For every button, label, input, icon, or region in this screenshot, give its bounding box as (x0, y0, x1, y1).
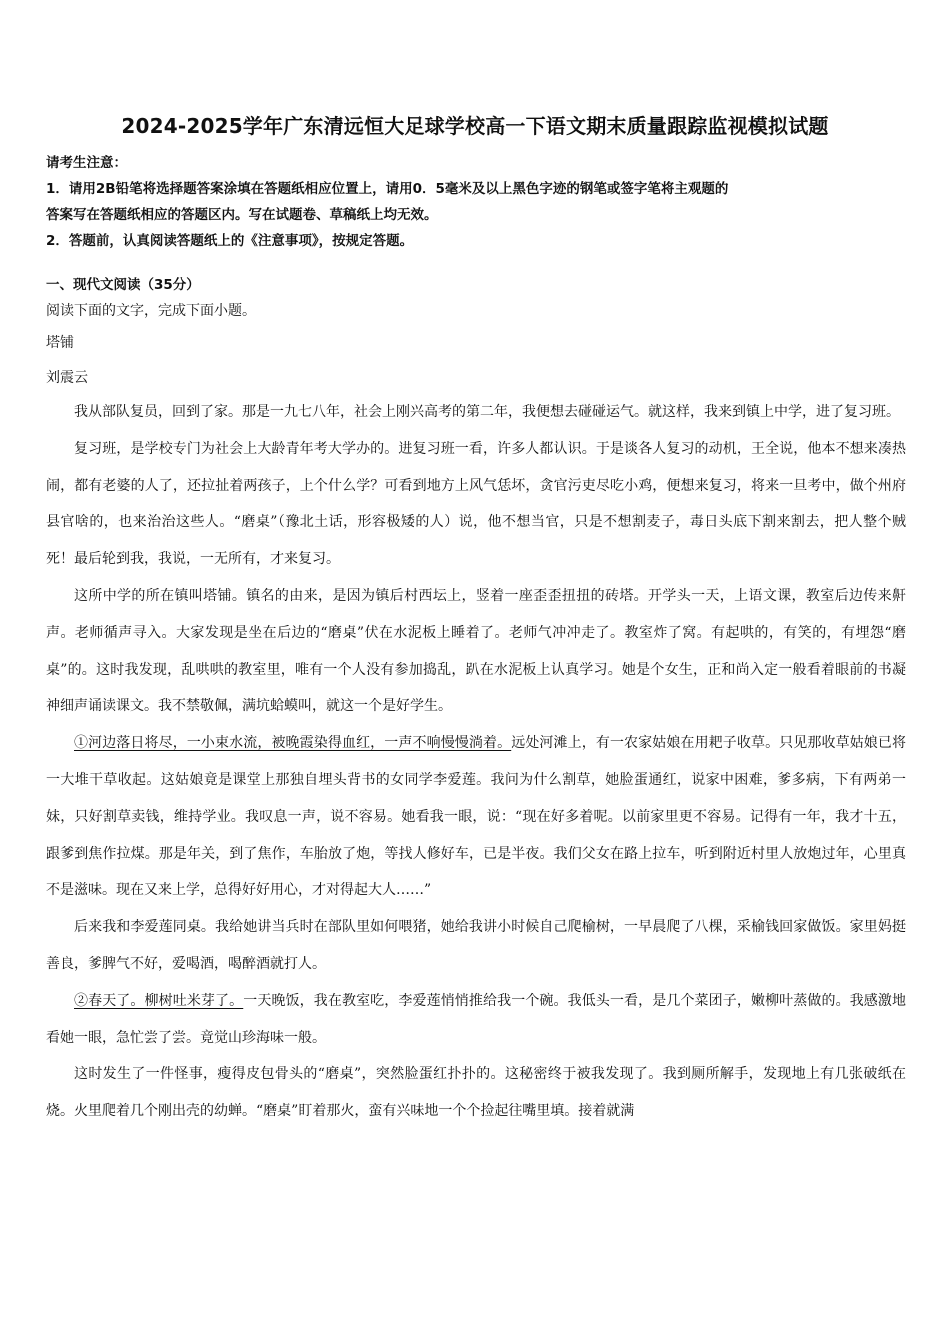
paragraph-6-text: 一天晚饭，我在教室吃，李爱莲悄悄推给我一个碗。我低头一看，是几个菜团子，嫩柳叶蒸做的。我感激地看她一眼，急忙尝了尝。竟觉山珍海味一般。 (46, 992, 907, 1046)
paragraph-4-text: 远处河滩上，有一农家姑娘在用耙子收草。只见那收草姑娘已将一大堆干草收起。这姑娘竟是课堂上那独自埋头背书的女同学李爱莲。我问为什么割草，她脸蛋通红，说家中困难，爹多病，下有两弟一妹，只好割草卖钱，维持学业。我叹息一声，说不容易。她看我一眼，说：“现在好多着呢。以前家里更不容易。记得有一年，我才十五，跟爹到焦作拉煤。那是年关，到了焦作，车胎放了炮，等找人修好车，已是半夜。我们父女在路上拉车，听到附近村里人放炮过年，心里真不是滋味。现在又来上学，总得好好用心，才对得起大人……” (46, 735, 907, 899)
underlined-sentence-1: ①河边落日将尽，一小束水流，被晚霞染得血红，一声不响慢慢淌着。 (74, 735, 512, 752)
story-title: 塔铺 (46, 335, 74, 351)
notice-item-1-line-1: 1．请用2B铅笔将选择题答案涂填在答题纸相应位置上，请用0．5毫米及以上黑色字迹的钢笔或签字笔将主观题的 (46, 181, 729, 197)
paragraph-5: 后来我和李爱莲同桌。我给她讲当兵时在部队里如何喂猪，她给我讲小时候自己爬榆树，一早晨爬了八棵，采榆钱回家做饭。家里妈挺善良，爹脾气不好，爱喝酒，喝醉酒就打人。 (46, 919, 906, 972)
story-body (46, 394, 906, 1130)
paragraph-7: 这时发生了一件怪事，瘦得皮包骨头的“磨桌”，突然脸蛋红扑扑的。这秘密终于被我发现了。我到厕所解手，发现地上有几张破纸在烧。火里爬着几个刚出壳的幼蝉。“磨桌”盯着那火，蛮有兴味地一个个捡起往嘴里填。接着就满 (46, 1066, 906, 1120)
notice-heading: 请考生注意： (46, 155, 127, 171)
section-heading: 一、现代文阅读（35分） (46, 277, 200, 293)
paragraph-1: 我从部队复员，回到了家。那是一九七八年，社会上刚兴高考的第二年，我便想去碰碰运气。就这样，我来到镇上中学，进了复习班。 (74, 404, 900, 420)
paragraph-2: 复习班，是学校专门为社会上大龄青年考大学办的。进复习班一看，许多人都认识。于是谈各人复习的动机，王全说，他本不想来凑热闹，都有老婆的人了，还拉扯着两孩子，上个什么学？可看到地方上风气恁坏，贪官污吏尽吃小鸡，便想来复习，将来一旦考中，做个州府县官啥的，也来治治这些人。“磨桌”（豫北土话，形容极矮的人）说，他不想当官，只是不想割麦子，毒日头底下割来割去，把人整个贼死！最后轮到我，我说，一无所有，才来复习。 (46, 440, 906, 568)
page-title: 2024-2025学年广东清远恒大足球学校高一下语文期末质量跟踪监视模拟试题 (121, 114, 829, 138)
story-author: 刘震云 (46, 370, 88, 386)
reading-instruction: 阅读下面的文字，完成下面小题。 (46, 303, 256, 319)
exam-notice (46, 150, 906, 254)
notice-item-1-line-2: 答案写在答题纸相应的答题区内。写在试题卷、草稿纸上均无效。 (46, 207, 438, 223)
paragraph-6 (46, 983, 906, 1057)
underlined-sentence-2: ②春天了。柳树吐米芽了。 (74, 992, 244, 1009)
notice-item-2: 2．答题前，认真阅读答题纸上的《注意事项》，按规定答题。 (46, 233, 414, 249)
paragraph-4 (46, 725, 906, 909)
paragraph-3: 这所中学的所在镇叫塔铺。镇名的由来，是因为镇后村西坛上，竖着一座歪歪扭扭的砖塔。开学头一天，上语文课，教室后边传来鼾声。老师循声寻入。大家发现是坐在后边的“磨桌”伏在水泥板上睡着了。老师气冲冲走了。教室炸了窝。有起哄的，有笑的，有埋怨“磨桌”的。这时我发现，乱哄哄的教室里，唯有一个人没有参加捣乱，趴在水泥板上认真学习。她是个女生，正和尚入定一般看着眼前的书凝神细声诵读课文。我不禁敬佩，满坑蛤蟆叫，就这一个是好学生。 (46, 587, 906, 715)
